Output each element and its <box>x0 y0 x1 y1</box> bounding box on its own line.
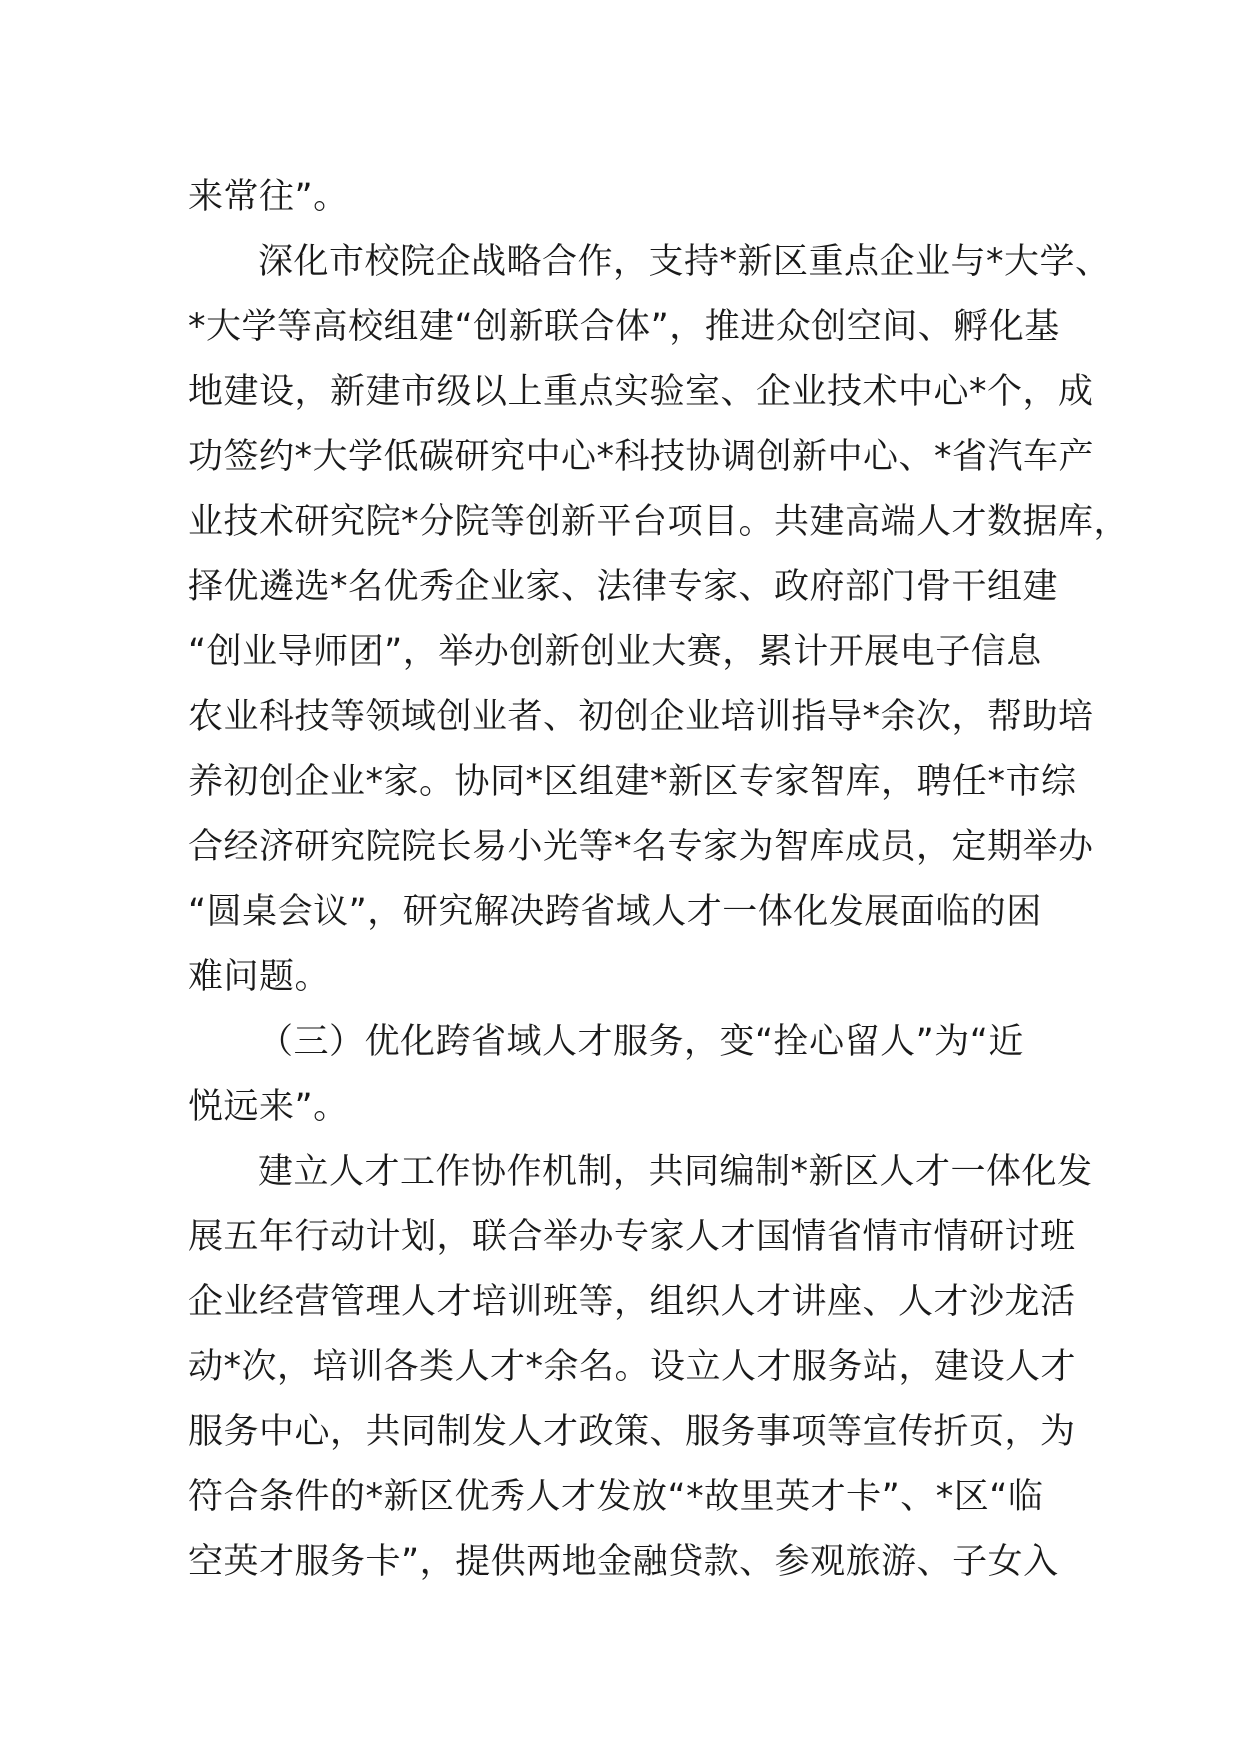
text-line: 农业科技等领域创业者、初创企业培训指导*余次，帮助培 <box>188 697 1094 737</box>
body-text <box>188 165 1130 1595</box>
text-line: 地建设，新建市级以上重点实验室、企业技术中心*个，成 <box>188 372 1094 412</box>
text-line: “圆桌会议”，研究解决跨省域人才一体化发展面临的困 <box>188 892 1042 932</box>
text-line: 功签约*大学低碳研究中心*科技协调创新中心、*省汽车产 <box>188 437 1095 477</box>
text-line: 动*次，培训各类人才*余名。设立人才服务站，建设人才 <box>188 1347 1077 1387</box>
text-line: 难问题。 <box>188 957 331 997</box>
text-line: 合经济研究院院长易小光等*名专家为智库成员，定期举办 <box>188 827 1094 867</box>
text-line: 企业经营管理人才培训班等，组织人才讲座、人才沙龙活 <box>188 1282 1076 1322</box>
text-line: 建立人才工作协作机制，共同编制*新区人才一体化发 <box>258 1152 1093 1192</box>
text-line: “创业导师团”，举办创新创业大赛，累计开展电子信息 <box>188 632 1042 672</box>
text-line: 服务中心，共同制发人才政策、服务事项等宣传折页，为 <box>188 1412 1076 1452</box>
text-line: 空英才服务卡”，提供两地金融贷款、参观旅游、子女入 <box>188 1542 1059 1582</box>
text-line: 悦远来”。 <box>188 1087 349 1127</box>
text-line: 深化市校院企战略合作，支持*新区重点企业与*大学、 <box>258 242 1111 282</box>
text-line: 业技术研究院*分院等创新平台项目。共建高端人才数据库， <box>188 502 1130 542</box>
text-line: *大学等高校组建“创新联合体”，推进众创空间、孵化基 <box>188 307 1060 347</box>
text-line: 来常往”。 <box>188 177 349 217</box>
text-line: 养初创企业*家。协同*区组建*新区专家智库，聘任*市综 <box>188 762 1077 802</box>
text-line: 择优遴选*名优秀企业家、法律专家、政府部门骨干组建 <box>188 567 1059 607</box>
text-line: 展五年行动计划，联合举办专家人才国情省情市情研讨班 <box>188 1217 1076 1257</box>
text-line: 符合条件的*新区优秀人才发放“*故里英才卡”、*区“临 <box>188 1477 1044 1517</box>
text-line: （三）优化跨省域人才服务，变“拴心留人”为“近 <box>258 1022 1024 1062</box>
